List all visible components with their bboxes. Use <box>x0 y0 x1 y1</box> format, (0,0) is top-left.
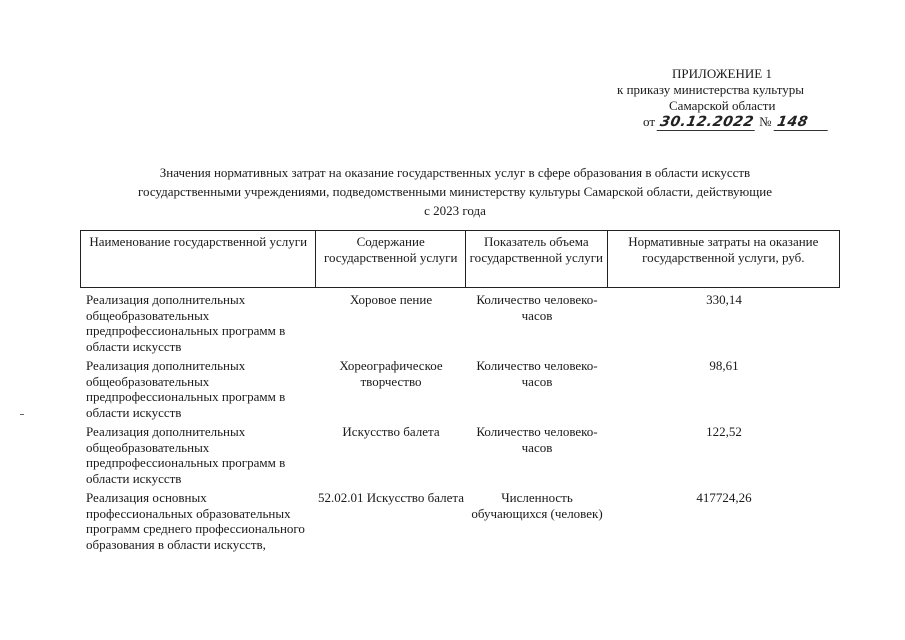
cell-service-name: Реализация дополнительных общеобразовательных предпрофессиональных программ в области искусств <box>86 292 286 354</box>
cell-normative-cost: 98,61 <box>709 358 739 373</box>
cell-normative-cost: 330,14 <box>706 292 742 307</box>
cell-service-content: 52.02.01 Искусство балета <box>318 490 464 505</box>
table-header <box>80 230 840 288</box>
cell-service-content: Хореографическое творчество <box>339 358 443 389</box>
title-line-2: государственными учреждениями, подведомственными министерству культуры Самарской области, действующие <box>138 184 772 199</box>
table-body <box>80 292 840 580</box>
cell-volume-indicator: Количество человеко-часов <box>476 292 598 323</box>
header-volume-indicator: Показатель объема государственной услуги <box>466 231 608 287</box>
cell-normative-cost: 417724,26 <box>696 490 752 505</box>
handwritten-date: 30.12.2022 <box>657 115 757 131</box>
appendix-region-line: Самарской области <box>669 98 776 113</box>
cell-service-name: Реализация основных профессиональных образовательных программ среднего профессионального образования в области искусств, <box>86 490 305 552</box>
cell-service-content: Хоровое пение <box>349 292 433 307</box>
table-row <box>80 490 840 580</box>
appendix-order-line: к приказу министерства культуры <box>617 82 804 97</box>
appendix-title: ПРИЛОЖЕНИЕ 1 <box>672 66 772 81</box>
cell-volume-indicator: Численность обучающихся (человек) <box>471 490 603 521</box>
scan-speck <box>20 414 24 415</box>
header-service-content: Содержание государственной услуги <box>316 231 466 287</box>
table-row <box>80 358 840 424</box>
number-label: № <box>759 114 772 129</box>
document-title <box>60 163 850 220</box>
table-row <box>80 292 840 358</box>
table-row <box>80 424 840 490</box>
cell-volume-indicator: Количество человеко-часов <box>476 358 598 389</box>
header-service-name: Наименование государственной услуги <box>81 231 316 287</box>
order-date-line <box>643 114 829 131</box>
header-normative-cost: Нормативные затраты на оказание государственной услуги, руб. <box>628 234 819 265</box>
handwritten-number: 148 <box>773 115 830 131</box>
cell-service-name: Реализация дополнительных общеобразовательных предпрофессиональных программ в области искусств <box>86 424 286 486</box>
cell-service-content: Искусство балета <box>342 424 440 439</box>
from-label: от <box>643 114 656 129</box>
title-line-3: с 2023 года <box>424 203 486 218</box>
cell-normative-cost: 122,52 <box>706 424 742 439</box>
title-line-1: Значения нормативных затрат на оказание государственных услуг в сфере образования в области искусств <box>159 165 751 180</box>
cell-service-name: Реализация дополнительных общеобразовательных предпрофессиональных программ в области искусств <box>86 358 286 420</box>
cell-volume-indicator: Количество человеко-часов <box>476 424 598 455</box>
